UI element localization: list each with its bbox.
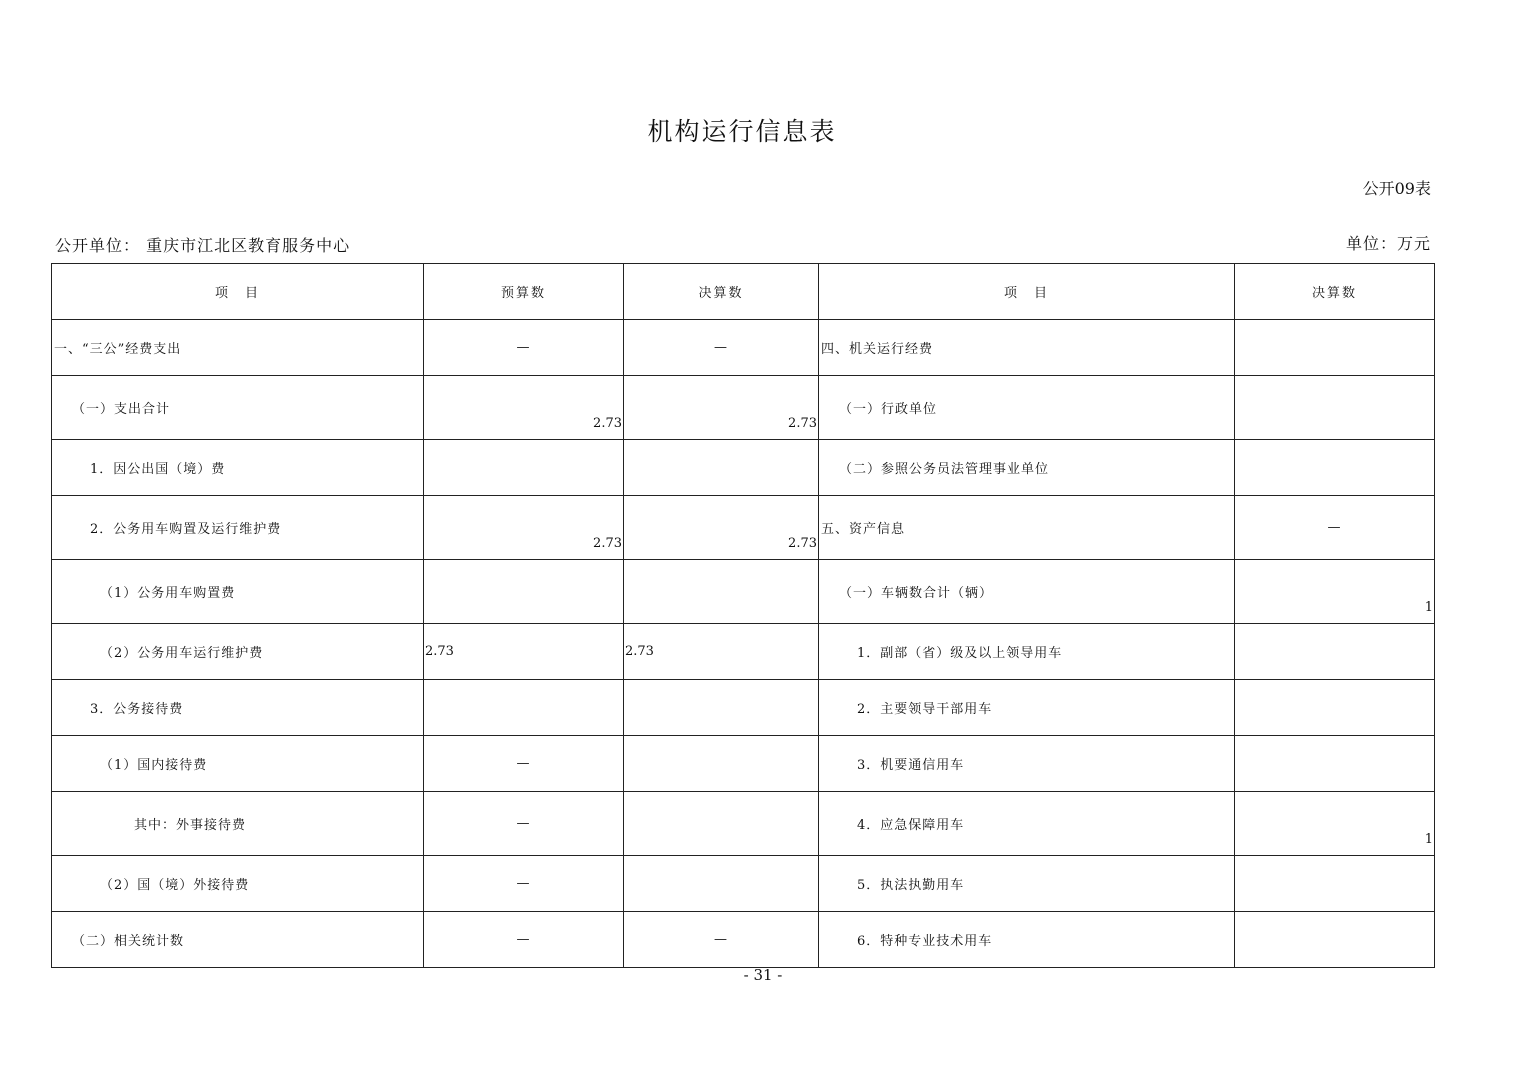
left-item: （一）支出合计 bbox=[52, 376, 424, 440]
final-value bbox=[624, 792, 819, 856]
right-final-value bbox=[1235, 736, 1435, 792]
budget-value: — bbox=[424, 792, 624, 856]
header-item-right: 项 目 bbox=[819, 264, 1235, 320]
right-final-value bbox=[1235, 912, 1435, 968]
right-final-value bbox=[1235, 320, 1435, 376]
right-final-value bbox=[1235, 680, 1435, 736]
table-row bbox=[52, 792, 1435, 856]
table-row bbox=[52, 912, 1435, 968]
budget-value: — bbox=[424, 856, 624, 912]
final-value bbox=[624, 736, 819, 792]
right-item: （二）参照公务员法管理事业单位 bbox=[819, 440, 1235, 496]
left-item: 2．公务用车购置及运行维护费 bbox=[52, 496, 424, 560]
left-item: （二）相关统计数 bbox=[52, 912, 424, 968]
left-item: 其中：外事接待费 bbox=[52, 792, 424, 856]
table-row bbox=[52, 856, 1435, 912]
header-item-left: 项 目 bbox=[52, 264, 424, 320]
table-row bbox=[52, 560, 1435, 624]
final-value: 2.73 bbox=[624, 624, 819, 680]
right-final-value: 1 bbox=[1235, 560, 1435, 624]
left-item: 一、“三公”经费支出 bbox=[52, 320, 424, 376]
right-item: 5．执法执勤用车 bbox=[819, 856, 1235, 912]
left-item: （1）国内接待费 bbox=[52, 736, 424, 792]
right-final-value bbox=[1235, 624, 1435, 680]
table-row bbox=[52, 320, 1435, 376]
final-value: 2.73 bbox=[624, 376, 819, 440]
table-header-row bbox=[52, 264, 1435, 320]
right-final-value bbox=[1235, 440, 1435, 496]
table-row bbox=[52, 624, 1435, 680]
right-item: 4．应急保障用车 bbox=[819, 792, 1235, 856]
page-title: 机构运行信息表 bbox=[647, 117, 837, 146]
final-value: — bbox=[624, 320, 819, 376]
info-table bbox=[51, 263, 1435, 968]
final-value bbox=[624, 856, 819, 912]
budget-value: — bbox=[424, 736, 624, 792]
right-item: 五、资产信息 bbox=[819, 496, 1235, 560]
table-row bbox=[52, 680, 1435, 736]
left-item: （2）公务用车运行维护费 bbox=[52, 624, 424, 680]
right-item: 2．主要领导干部用车 bbox=[819, 680, 1235, 736]
budget-value bbox=[424, 560, 624, 624]
budget-value: — bbox=[424, 320, 624, 376]
right-item: （一）车辆数合计（辆） bbox=[819, 560, 1235, 624]
right-item: 3．机要通信用车 bbox=[819, 736, 1235, 792]
right-item: 6．特种专业技术用车 bbox=[819, 912, 1235, 968]
currency-unit: 单位：万元 bbox=[1345, 234, 1431, 253]
budget-value bbox=[424, 440, 624, 496]
final-value: 2.73 bbox=[624, 496, 819, 560]
left-item: （2）国（境）外接待费 bbox=[52, 856, 424, 912]
page-number: - 31 - bbox=[743, 966, 783, 984]
budget-value: 2.73 bbox=[424, 624, 624, 680]
form-number: 公开09表 bbox=[1362, 179, 1431, 198]
left-item: 1．因公出国（境）费 bbox=[52, 440, 424, 496]
right-final-value: 1 bbox=[1235, 792, 1435, 856]
budget-value: 2.73 bbox=[424, 376, 624, 440]
table-row bbox=[52, 376, 1435, 440]
header-budget: 预算数 bbox=[424, 264, 624, 320]
budget-value: — bbox=[424, 912, 624, 968]
right-item: 1．副部（省）级及以上领导用车 bbox=[819, 624, 1235, 680]
final-value: — bbox=[624, 912, 819, 968]
final-value bbox=[624, 440, 819, 496]
header-final-right: 决算数 bbox=[1235, 264, 1435, 320]
budget-value: 2.73 bbox=[424, 496, 624, 560]
left-item: （1）公务用车购置费 bbox=[52, 560, 424, 624]
right-final-value bbox=[1235, 376, 1435, 440]
final-value bbox=[624, 680, 819, 736]
budget-value bbox=[424, 680, 624, 736]
table-row bbox=[52, 736, 1435, 792]
table-row bbox=[52, 496, 1435, 560]
right-item: （一）行政单位 bbox=[819, 376, 1235, 440]
right-final-value: — bbox=[1235, 496, 1435, 560]
header-final-left: 决算数 bbox=[624, 264, 819, 320]
table-row bbox=[52, 440, 1435, 496]
right-final-value bbox=[1235, 856, 1435, 912]
left-item: 3．公务接待费 bbox=[52, 680, 424, 736]
final-value bbox=[624, 560, 819, 624]
reporting-unit: 公开单位： 重庆市江北区教育服务中心 bbox=[55, 236, 351, 255]
right-item: 四、机关运行经费 bbox=[819, 320, 1235, 376]
